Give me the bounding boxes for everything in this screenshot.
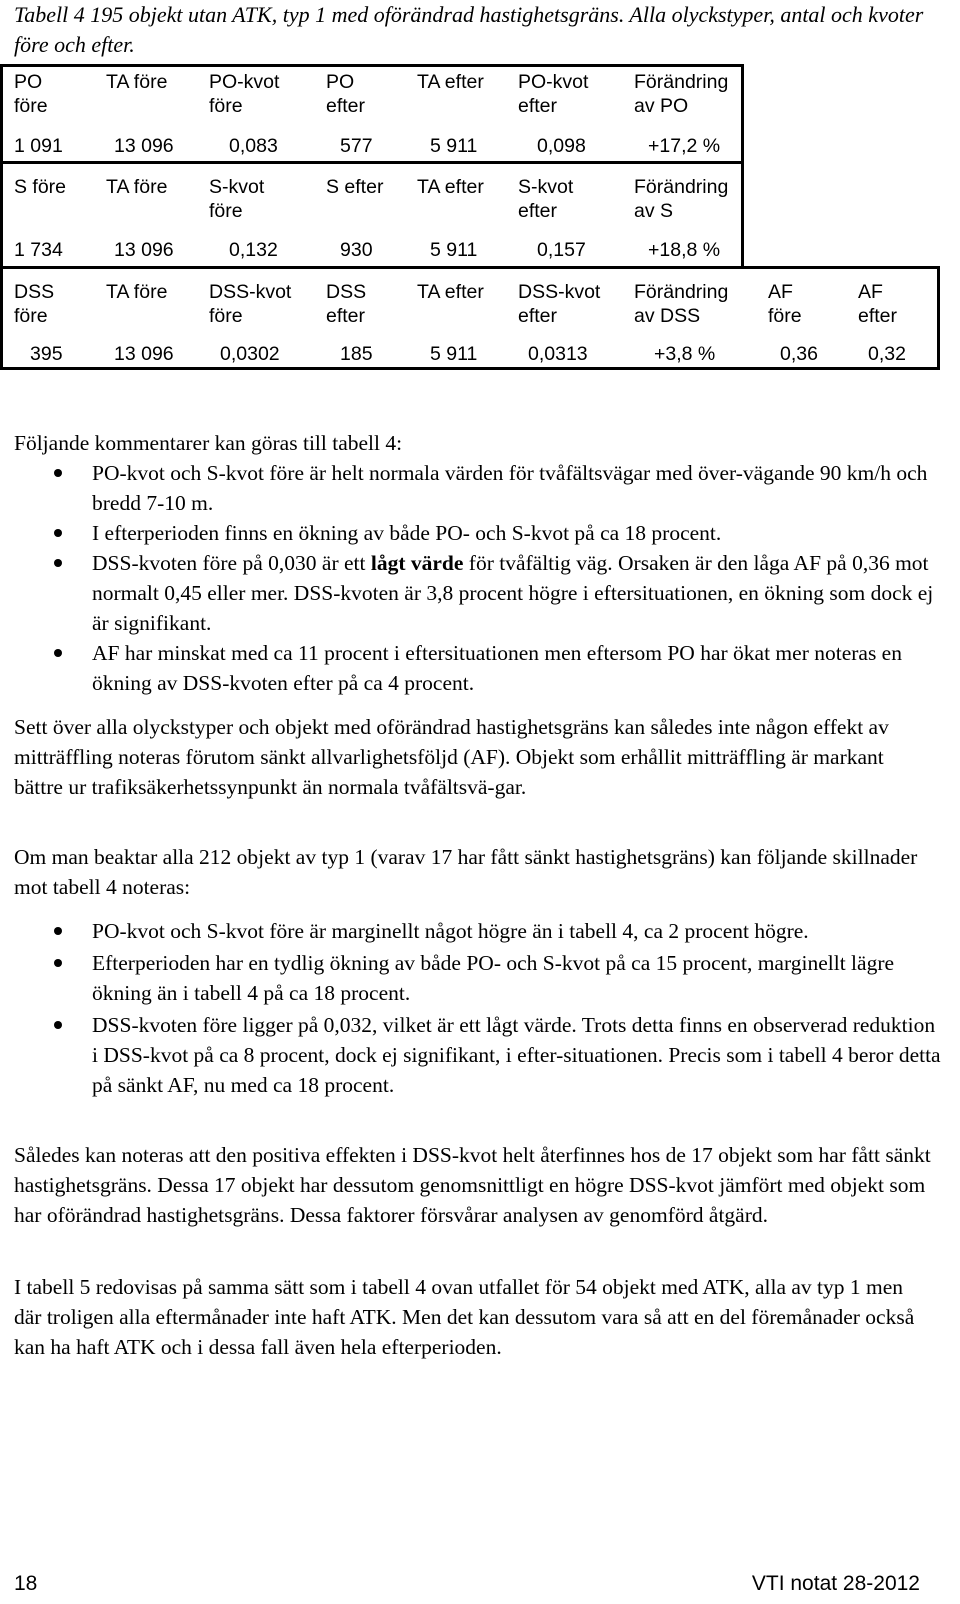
bullet-icon	[54, 559, 62, 567]
header-cell: S-kvot efter	[518, 176, 574, 222]
list-item: I efterperioden finns en ökning av både PO- och S-kvot på ca 18 procent.	[0, 518, 945, 548]
list-item: Efterperioden har en tydlig ökning av både PO- och S-kvot på ca 15 procent, marginellt lägre ökning än i tabell 4 på ca 18 procent.	[0, 948, 945, 1008]
table-border	[741, 266, 940, 269]
header-cell: TA efter	[417, 176, 484, 198]
paragraph: Om man beaktar alla 212 objekt av typ 1 (varav 17 har fått sänkt hastighetsgräns) kan följande skillnader mot tabell 4 noteras:	[14, 845, 918, 899]
value-cell: 13 096	[114, 239, 174, 261]
list-item: AF har minskat med ca 11 procent i eftersituationen men eftersom PO har ökat mer noteras en ökning av DSS-kvoten efter på ca 4 procent.	[0, 638, 945, 698]
bullet-icon	[54, 1021, 62, 1029]
value-cell: +3,8 %	[654, 343, 716, 365]
header-cell: DSS efter	[326, 281, 367, 327]
value-cell: 1 734	[14, 239, 63, 261]
header-cell: PO före	[14, 71, 48, 117]
header-cell: PO-kvot efter	[518, 71, 589, 117]
header-cell: TA före	[106, 71, 168, 93]
page-number: 18	[14, 1572, 38, 1595]
table-border	[0, 64, 744, 67]
header-cell: Förändring av PO	[634, 71, 729, 117]
header-cell: DSS-kvot före	[209, 281, 292, 327]
paragraph: Sett över alla olyckstyper och objekt med oförändrad hastighetsgräns kan således inte någon effekt av mitträffling noteras förutom sänkt allvarlighetsföljd (AF). Objekt som erhållit mitträffling är markant bättre ur trafiksäkerhetssynpunkt än normala tvåfältsvä-gar.	[14, 715, 889, 799]
header-cell: PO efter	[326, 71, 366, 117]
table-border	[0, 367, 940, 370]
value-cell: 0,098	[537, 135, 586, 157]
bullet-icon	[54, 649, 62, 657]
header-cell: AF efter	[858, 281, 898, 327]
value-cell: 13 096	[114, 135, 174, 157]
table-border	[741, 161, 744, 269]
table-border	[0, 161, 744, 164]
header-cell: TA efter	[417, 71, 484, 93]
value-cell: 0,0302	[220, 343, 280, 365]
value-cell: 0,0313	[528, 343, 588, 365]
table-border	[937, 266, 940, 370]
comments-list	[0, 458, 945, 698]
list-item: DSS-kvoten före på 0,030 är ett lågt värde för tvåfältig väg. Orsaken är den låga AF på 0,36 mot normalt 0,45 eller mer. DSS-kvoten är 3,8 procent högre i eftersituationen, en ökning som dock ej är signifikant.	[0, 548, 945, 638]
value-cell: 0,32	[868, 343, 906, 365]
value-cell: 0,132	[229, 239, 278, 261]
value-cell: 5 911	[430, 135, 478, 157]
list-item: PO-kvot och S-kvot före är helt normala värden för tvåfältsvägar med över-vägande 90 km/h och bredd 7-10 m.	[0, 458, 945, 518]
header-cell: PO-kvot före	[209, 71, 280, 117]
value-cell: +18,8 %	[648, 239, 721, 261]
header-cell: DSS-kvot efter	[518, 281, 601, 327]
value-cell: 13 096	[114, 343, 174, 365]
value-cell: 0,157	[537, 239, 586, 261]
header-cell: TA före	[106, 281, 168, 303]
bullet-icon	[54, 469, 62, 477]
value-cell: 5 911	[430, 239, 478, 261]
header-cell: S efter	[326, 176, 384, 198]
header-cell: Förändring av DSS	[634, 281, 729, 327]
list-item: PO-kvot och S-kvot före är marginellt något högre än i tabell 4, ca 2 procent högre.	[0, 916, 945, 946]
header-cell: Förändring av S	[634, 176, 729, 222]
value-cell: 395	[30, 343, 63, 365]
list-item: DSS-kvoten före ligger på 0,032, vilket är ett lågt värde. Trots detta finns en observerad reduktion i DSS-kvot på ca 8 procent, dock ej signifikant, i efter-situationen. Precis som i tabell 4 beror detta på sänkt AF, nu med ca 18 procent.	[0, 1010, 945, 1100]
table-border	[0, 64, 3, 164]
table-border	[741, 64, 744, 164]
header-cell: DSS före	[14, 281, 55, 327]
header-cell: TA efter	[417, 281, 484, 303]
bullet-icon	[54, 529, 62, 537]
value-cell: +17,2 %	[648, 135, 721, 157]
header-cell: TA före	[106, 176, 168, 198]
publication-label: VTI notat 28-2012	[751, 1572, 920, 1595]
header-cell: AF före	[768, 281, 802, 327]
value-cell: 5 911	[430, 343, 478, 365]
value-cell: 185	[340, 343, 373, 365]
bullet-icon	[54, 927, 62, 935]
paragraph: Således kan noteras att den positiva effekten i DSS-kvot helt återfinnes hos de 17 objekt som har fått sänkt hastighetsgräns. Dessa 17 objekt har dessutom genomsnittligt en högre DSS-kvot jämfört med objekt som har oförändrad hastighetsgräns. Dessa faktorer försvårar analysen av genomförd åtgärd.	[14, 1143, 931, 1227]
table-border	[0, 266, 744, 269]
value-cell: 1 091	[14, 135, 63, 157]
value-cell: 0,083	[229, 135, 278, 157]
header-cell: S före	[14, 176, 67, 198]
differences-list	[0, 916, 945, 1100]
value-cell: 577	[340, 135, 373, 157]
value-cell: 0,36	[780, 343, 818, 365]
header-cell: S-kvot före	[209, 176, 265, 222]
table-caption: Tabell 4 195 objekt utan ATK, typ 1 med oförändrad hastighetsgräns. Alla olyckstyper, antal och kvoter före och efter.	[14, 2, 924, 57]
comments-intro: Följande kommentarer kan göras till tabell 4:	[14, 431, 403, 455]
value-cell: 930	[340, 239, 373, 261]
table-border	[0, 266, 3, 370]
bullet-icon	[54, 959, 62, 967]
table-border	[0, 161, 3, 269]
paragraph: I tabell 5 redovisas på samma sätt som i tabell 4 ovan utfallet för 54 objekt med ATK, alla av typ 1 men där troligen alla eftermånader inte haft ATK. Men det kan dessutom vara så att en del föremånader också kan ha haft ATK och i dessa fall även hela efterperioden.	[14, 1275, 915, 1359]
